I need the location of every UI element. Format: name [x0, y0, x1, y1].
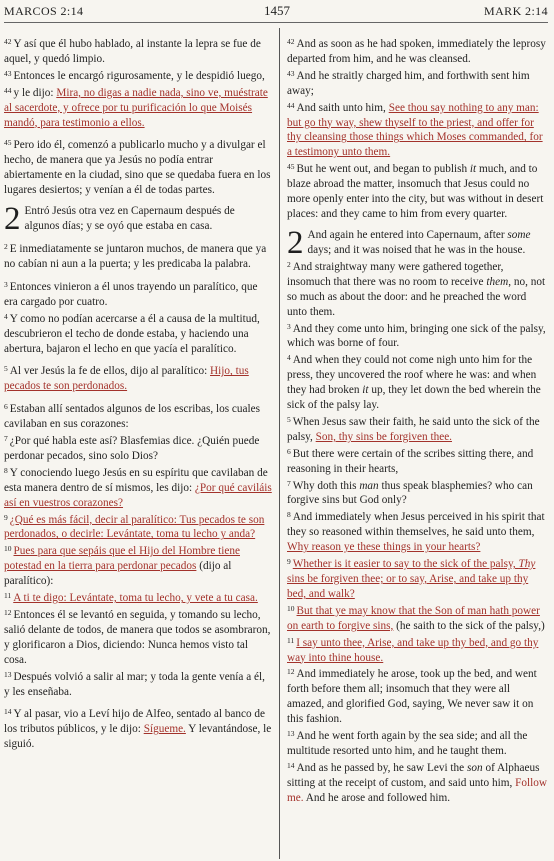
chapter-number: 2 [4, 201, 21, 238]
verse-number: 7 [287, 478, 291, 488]
verse-number: 13 [287, 729, 295, 739]
words-of-jesus: I say unto thee, Arise, and take up thy bed, and go thy way into thine house. [287, 636, 539, 664]
verse-10: $^{10}$ Pues para que sepáis que el Hijo del Hombre tiene potestad en la tierra para perdonar pecados (dijo al paralítico): [4, 544, 240, 588]
verse-number: 3 [287, 321, 291, 331]
words-of-jesus: Son, thy sins be forgiven thee. [315, 430, 452, 443]
verse-number: 44 [4, 85, 12, 95]
verse-14: $^{14}$ And as he passed by, he saw Levi the son of Alphaeus sitting at the receipt of custom, and said unto him, Follow me. And he arose and followed him. [287, 760, 547, 804]
verse-number: 10 [287, 603, 295, 613]
verse-number: 4 [287, 353, 291, 363]
words-of-jesus: Why reason ye these things in your hearts? [287, 541, 481, 554]
words-of-jesus: Thy [518, 558, 536, 571]
verse-6: $^6$ Estaban allí sentados algunos de los escribas, los cuales cavilaban en sus corazones: [4, 402, 261, 431]
words-of-jesus: Pues para que sepáis que el Hijo del Hombre tiene potestad en la tierra para perdonar pecados [4, 545, 240, 573]
verse-45: $^{45}$ But he went out, and began to publish it much, and to blaze abroad the matter, insomuch that Jesus could no more openly enter into the city, but was without in desert places: and they came to him from every quarter. [287, 162, 544, 220]
verse-number: 9 [4, 512, 8, 522]
verse-43: $^{43}$ And he straitly charged him, and forthwith sent him away; [287, 68, 530, 97]
verse-number: 14 [287, 760, 295, 770]
verse-number: 5 [4, 364, 8, 374]
words-of-jesus: Mira, no digas a nadie nada, sino ve, muéstrate al sacerdote, y ofrece por tu purificación lo que Moisés mandó, para testimonio a ellos. [4, 86, 268, 129]
verse-6: $^6$ But there were certain of the scribes sitting there, and reasoning in their hearts, [287, 446, 534, 475]
verse-number: 10 [4, 544, 12, 554]
header-rule [4, 22, 548, 23]
verse-12: $^{12}$ And immediately he arose, took up the bed, and went forth before them all; insomuch that they were all amazed, and glorified God, saying, We never saw it on this fashion. [287, 667, 537, 726]
verse-number: 43 [287, 68, 295, 78]
verse-number: 2 [287, 259, 291, 269]
verse-number: 42 [4, 37, 12, 46]
verse-number: 12 [4, 608, 12, 617]
verse-3: $^3$ Entonces vinieron a él unos trayendo un paralítico, que era cargado por cuatro. [4, 279, 258, 308]
verse-4: $^4$ And when they could not come nigh unto him for the press, they uncovered the roof where he was: and when they had broken it up, they let down the bed wherein the sick of the palsy lay. [287, 353, 541, 412]
english-column [287, 35, 549, 806]
verse-5: $^5$ When Jesus saw their faith, he said unto the sick of the palsy, Son, thy sins be forgiven thee. [287, 414, 540, 443]
verse-number: 8 [4, 465, 8, 475]
verse-number: 6 [4, 402, 8, 412]
verse-13: $^{13}$ And he went forth again by the sea side; and all the multitude resorted unto him, and he taught them. [287, 729, 528, 757]
verse-number: 5 [287, 414, 291, 424]
words-of-jesus: Hijo, tus pecados te son perdonados. [4, 365, 249, 393]
verse-number: 45 [287, 162, 295, 172]
verse-number: 4 [4, 311, 8, 321]
verse-12: $^{12}$ Entonces él se levantó en seguida, y tomando su lecho, salió delante de todos, de manera que todos se asombraron, y glorificaron a Dios, diciendo: Nunca hemos visto tal cosa. [4, 608, 271, 666]
words-of-jesus: ¿Por qué caviláis así en vuestros corazones? [4, 481, 272, 509]
verse-number: 2 [4, 242, 8, 252]
verse-7: $^7$ Why doth this man thus speak blasphemies? who can forgive sins but God only? [287, 478, 533, 507]
verse-number: 3 [4, 279, 8, 289]
column-divider [279, 28, 280, 859]
spanish-column [4, 35, 272, 752]
verse-number: 44 [287, 100, 295, 110]
verse-number: 9 [287, 557, 291, 567]
verse-7: $^7$ ¿Por qué habla este así? Blasfemias dice. ¿Quién puede perdonar pecados, sino solo Dios? [4, 434, 260, 462]
verse-number: 13 [4, 669, 12, 679]
verse-number: 12 [287, 667, 295, 677]
chapter-number: 2 [287, 224, 304, 261]
words-of-jesus: ¿Qué es más fácil, decir al paralítico: Tus pecados te son perdonados, o decirle: Levántate, toma tu lecho y anda? [4, 513, 265, 541]
verse-3: $^3$ And they come unto him, bringing one sick of the palsy, which was borne of four. [287, 321, 546, 350]
verse-number: 11 [4, 591, 12, 601]
verse-number: 7 [4, 434, 8, 444]
words-of-jesus: A ti te digo: Levántate, toma tu lecho, y vete a tu casa. [13, 592, 258, 605]
verse-42: $^{42}$ Y así que él hubo hablado, al instante la lepra se fue de aquel, y quedó limpio. [4, 37, 261, 65]
words-of-jesus: sins be forgiven thee; or to say, Arise, and take up thy bed, and walk? [287, 573, 529, 600]
verse-number: 6 [287, 446, 291, 456]
words-of-jesus: But that ye may know that the Son of man hath power on earth to forgive sins, [287, 604, 540, 632]
header-reference-left: MARCOS 2:14 [4, 4, 84, 18]
words-of-jesus: See thou say nothing to any man: but go thy way, shew thyself to the priest, and offer for thy cleansing those things which Moses commanded, for a testimony unto them. [287, 101, 543, 159]
verse-9 [4, 511, 272, 543]
verse-number: 43 [4, 68, 12, 78]
verse-42: $^{42}$ And as soon as he had spoken, immediately the leprosy departed from him, and he was cleansed. [287, 37, 546, 65]
header-reference-right: MARK 2:14 [484, 4, 548, 18]
verse-11 [4, 589, 272, 606]
chapter-2-start: 2 Entró Jesús otra vez en Capernaum después de algunos días; y se oyó que estaba en casa. [4, 201, 235, 238]
verse-10: $^{10}$ But that ye may know that the Son of man hath power on earth to forgive sins, (he saith to the sick of the palsy,) [287, 603, 545, 632]
words-of-jesus: Follow me. [287, 776, 547, 804]
page-number: 1457 [264, 3, 290, 18]
verse-number: 11 [287, 635, 295, 645]
verse-9 [287, 555, 549, 602]
words-of-jesus: Whether is it easier to say to the sick of the palsy, [292, 558, 519, 571]
running-header [0, 0, 554, 26]
verse-11 [287, 634, 549, 666]
verse-5: $^5$ Al ver Jesús la fe de ellos, dijo al paralítico: Hijo, tus pecados te son perdonados. [4, 364, 249, 393]
verse-44: $^{44}$ y le dijo: Mira, no digas a nadie nada, sino ve, muéstrate al sacerdote, y ofrece por tu purificación lo que Moisés mandó, para testimonio a ellos. [4, 85, 268, 129]
words-of-jesus: Sígueme. [143, 723, 186, 736]
verse-13: $^{13}$ Después volvió a salir al mar; y toda la gente venía a él, y les enseñaba. [4, 669, 265, 698]
verse-45: $^{45}$ Pero ido él, comenzó a publicarlo mucho y a divulgar el hecho, de manera que ya Jesús no podía entrar abiertamente en la ciudad, sino que se quedaba fuera en los lugares desiertos; y venían a él de todas partes. [4, 138, 271, 197]
verse-number: 45 [4, 138, 12, 148]
verse-number: 8 [287, 510, 291, 520]
verse-number: 14 [4, 707, 12, 717]
verse-14: $^{14}$ Y al pasar, vio a Leví hijo de Alfeo, sentado al banco de los tributos públicos, y le dijo: Sígueme. Y levantándose, le siguió. [4, 707, 272, 751]
verse-44: $^{44}$ And saith unto him, See thou say nothing to any man: but go thy way, shew thyself to the priest, and offer for thy cleansing those things which Moses commanded, for a testimony unto them. [287, 100, 543, 159]
verse-2: $^2$ E inmediatamente se juntaron muchos, de manera que ya no cabían ni aun a la puerta; y les predicaba la palabra. [4, 242, 267, 270]
verse-4: $^4$ Y como no podían acercarse a él a causa de la multitud, descubrieron el techo de donde estaba, y haciendo una abertura, bajaron el lecho en que yacía el paralítico. [4, 311, 260, 355]
chapter-2-start: 2 And again he entered into Capernaum, after some days; and it was noised that he was in the house. [287, 224, 531, 261]
verse-number: 42 [287, 37, 295, 46]
verse-43: $^{43}$ Entonces le encargó rigurosamente, y le despidió luego, [4, 68, 265, 82]
verse-8: $^8$ Y conociendo luego Jesús en su espíritu que cavilaban de esta manera dentro de sí mismos, les dijo: ¿Por qué caviláis así en vuestros corazones? [4, 465, 272, 509]
verse-2: $^2$ And straightway many were gathered together, insomuch that there was no room to receive them, no, not so much as about the door: and he preached the word unto them. [287, 259, 546, 318]
verse-8: $^8$ And immediately when Jesus perceived in his spirit that they so reasoned within themselves, he said unto them, Why reason ye these things in your hearts? [287, 510, 545, 554]
